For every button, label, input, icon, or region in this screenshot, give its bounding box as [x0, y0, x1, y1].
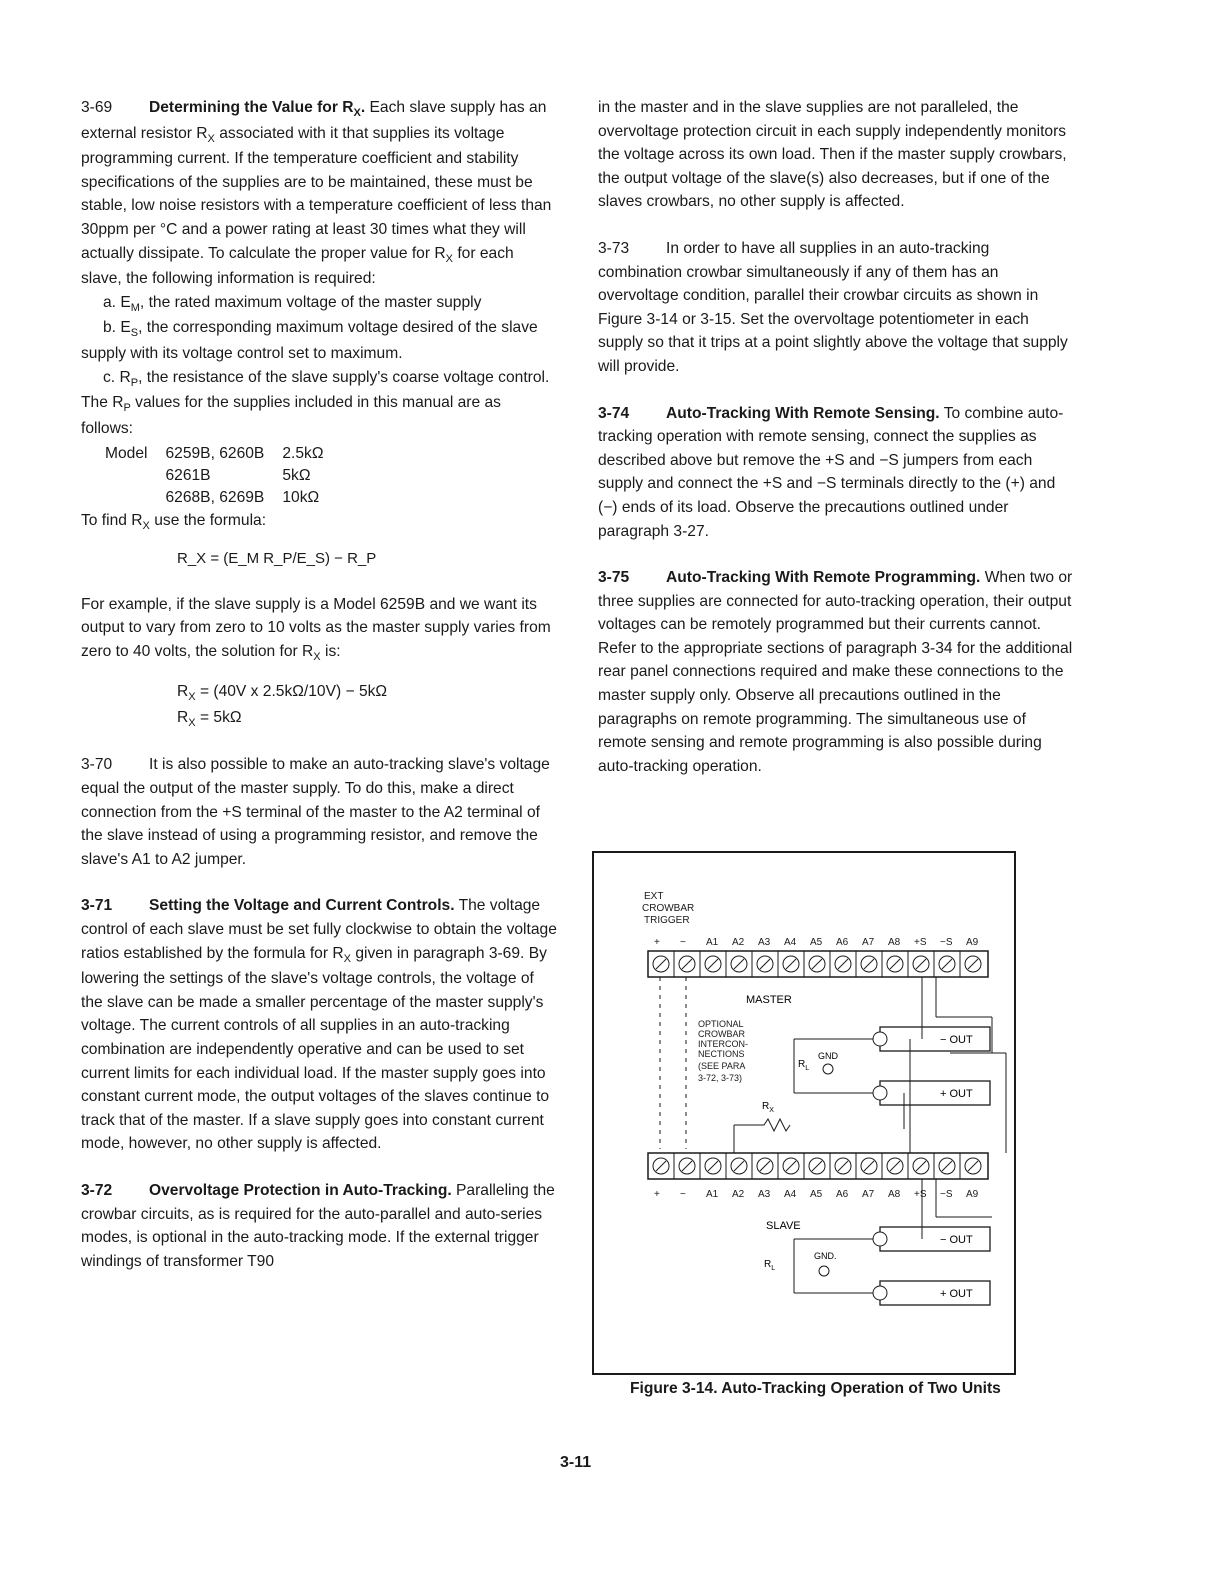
terminal-label: A4 — [784, 937, 797, 948]
terminal-label: A6 — [836, 937, 849, 948]
master-minus-out: − OUT — [940, 1034, 973, 1046]
terminal-slot — [864, 959, 874, 969]
paragraph-3-74: 3-74 Auto-Tracking With Remote Sensing. To combine auto-tracking operation with remote sensing, connect the supplies as described above but remove the +S and −S jumpers from each supply and connect the +S and −S terminals directly to the (+) and (−) ends of its load. Observe the precautions outlined under paragraph 3-27. — [598, 404, 1064, 540]
terminal-label: A5 — [810, 937, 823, 948]
terminal-slot — [968, 1161, 978, 1171]
terminal-label: −S — [940, 1189, 953, 1200]
terminal-slot — [786, 1161, 796, 1171]
master-gnd: GND — [818, 1051, 838, 1061]
wiring-diagram — [594, 853, 1014, 1373]
terminal-label: A2 — [732, 937, 745, 948]
terminal-slot — [734, 959, 744, 969]
calculation: $R_X = (40V$ x 2.5kΩ/10V) − 5kΩ $R_X = 5k\Omega$ — [177, 683, 388, 729]
table-row: 6261B 5kΩ — [165, 467, 311, 485]
slave-gnd: GND. — [814, 1251, 837, 1261]
slave-terminals — [653, 1153, 981, 1179]
table-row: 6268B, 6269B 10kΩ — [165, 489, 320, 507]
terminal-slot — [786, 959, 796, 969]
master-terminals — [653, 951, 981, 977]
paragraph-3-72-continued: in the master and in the slave supplies are not paralleled, the overvoltage protection circuit in each supply independently monitors the voltage across its own load. Then if the master supply crowbars, the output voltage of the slave(s) also decreases, but if one of the slaves crowbars, no other supply is affected. — [598, 99, 1067, 211]
svg-text:(SEE PARA: (SEE PARA — [698, 1061, 746, 1071]
terminal-label: A5 — [810, 1189, 823, 1200]
terminal-label: − — [680, 937, 686, 948]
terminal-label: A9 — [966, 1189, 979, 1200]
left-column — [81, 96, 557, 1296]
master-terminal-strip — [648, 951, 988, 977]
terminal-slot — [916, 959, 926, 969]
terminal-slot — [708, 959, 718, 969]
paragraph-3-75: 3-75 Auto-Tracking With Remote Programming. When two or three supplies are connected for auto-tracking operation, their output voltages can be remotely programmed but their currents cannot. Refer to the appropriate sections of paragraph 3-34 for the additional rear panel connections required and make these connections to the master supply only. Observe all precautions outlined in the paragraphs on remote programming. The simultaneous use of remote sensing and remote programming is also possible during auto-tracking operation. — [598, 569, 1073, 775]
crowbar-label: CROWBAR — [642, 903, 695, 914]
para-text: for each slave, the following information is required: — [81, 244, 514, 288]
paragraph-3-72: 3-72 Overvoltage Protection in Auto-Tracking. Paralleling the crowbar circuits, as is required for the auto-parallel and auto-series modes, is optional in the auto-tracking mode. If the external trigger windings of transformer T90 — [81, 1181, 555, 1270]
trigger-label: TRIGGER — [644, 915, 690, 926]
rp-intro: The $R_P$ values for the supplies included in this manual are as follows: — [81, 394, 501, 437]
para-heading: Determining the Value for $R_X$. — [149, 99, 366, 119]
terminal-label: A9 — [966, 937, 979, 948]
slave-plus-out: + OUT — [940, 1288, 973, 1300]
terminal-label: A6 — [836, 1189, 849, 1200]
formula: R_X = (E_M R_P/E_S) − R_P — [177, 549, 377, 567]
svg-text:NECTIONS: NECTIONS — [698, 1049, 745, 1059]
terminal-slot — [682, 1161, 692, 1171]
terminal-slot — [734, 1161, 744, 1171]
svg-text:CROWBAR: CROWBAR — [698, 1029, 745, 1039]
terminal-label: + — [654, 1189, 660, 1200]
terminal-label: A3 — [758, 937, 771, 948]
terminal-label: +S — [914, 937, 927, 948]
terminal-label: − — [680, 1189, 686, 1200]
terminal-label: A8 — [888, 937, 901, 948]
para-number: 3-69 — [81, 99, 113, 116]
terminal-label: A3 — [758, 1189, 771, 1200]
list-item-a: a. $E_M$, the rated maximum voltage of the master supply — [103, 293, 482, 314]
slave-minus-out: − OUT — [940, 1234, 973, 1246]
terminal-label: A4 — [784, 1189, 797, 1200]
model-table — [105, 443, 341, 509]
terminal-label: A8 — [888, 1189, 901, 1200]
terminal-label: −S — [940, 937, 953, 948]
master-plus-out: + OUT — [940, 1088, 973, 1100]
terminal-label: A1 — [706, 1189, 719, 1200]
terminal-slot — [942, 959, 952, 969]
terminal-slot — [942, 1161, 952, 1171]
svg-text:OPTIONAL: OPTIONAL — [698, 1019, 744, 1029]
terminal-slot — [812, 1161, 822, 1171]
terminal-label: A1 — [706, 937, 719, 948]
master-terminal-labels — [654, 937, 979, 948]
slave-label: SLAVE — [766, 1220, 801, 1232]
list-item-b: b. $E_S$, the corresponding maximum voltage desired of the slave supply with its voltage control set to maximum. — [81, 319, 538, 362]
terminal-label: A7 — [862, 937, 875, 948]
page-number: 3-11 — [560, 1454, 592, 1471]
terminal-slot — [656, 959, 666, 969]
slave-terminal-strip — [648, 1153, 988, 1179]
terminal-slot — [838, 959, 848, 969]
right-column — [598, 96, 1076, 801]
find-rx: To find $R_X$ use the formula: — [81, 512, 267, 533]
terminal-slot — [890, 1161, 900, 1171]
terminal-slot — [968, 959, 978, 969]
terminal-slot — [760, 959, 770, 969]
figure-3-14 — [592, 851, 1016, 1375]
terminal-slot — [760, 1161, 770, 1171]
slave-rl: $R_L$ — [764, 1259, 776, 1272]
terminal-slot — [838, 1161, 848, 1171]
slave-terminal-labels — [654, 1189, 979, 1200]
terminal-slot — [890, 959, 900, 969]
rx-label: $R_X$ — [762, 1101, 774, 1114]
para-text: Each slave supply has an external resistor R — [81, 99, 547, 142]
master-rl: $R_L$ — [798, 1059, 810, 1072]
ext-label: EXT — [644, 891, 664, 902]
terminal-label: +S — [914, 1189, 927, 1200]
optional-note — [698, 1019, 748, 1083]
svg-text:INTERCON-: INTERCON- — [698, 1039, 748, 1049]
list-item-c: c. $R_P$, the resistance of the slave supply's coarse voltage control. — [103, 368, 550, 389]
terminal-slot — [708, 1161, 718, 1171]
terminal-slot — [682, 959, 692, 969]
terminal-slot — [812, 959, 822, 969]
model-label: Model — [105, 445, 148, 463]
svg-text:3-72, 3-73): 3-72, 3-73) — [698, 1073, 743, 1083]
terminal-slot — [864, 1161, 874, 1171]
terminal-slot — [916, 1161, 926, 1171]
paragraph-3-71: 3-71 Setting the Voltage and Current Controls. The voltage control of each slave must be set fully clockwise to obtain the voltage ratios established by the formula for $R_X$ given in paragraph 3-69. By lowering the settings of the slave's voltage controls, the voltage of the slave can be made a smaller percentage of the master supply's voltage. The current controls of all supplies in an auto-tracking combination are independently operative and can be used to set current limits for each individual load. If the master supply goes into constant current mode, the output voltages of the slaves continue to track that of the master. If a slave supply goes into constant current mode, however, no other supply is affected. — [81, 897, 557, 1153]
paragraph-3-70: 3-70 It is also possible to make an auto-tracking slave's voltage equal the output of the master supply. To do this, make a direct connection from the +S terminal of the master to the A2 terminal of the slave instead of using a programming resistor, and remove the slave's A1 to A2 jumper. — [81, 756, 550, 868]
paragraph-3-69: 3-69 Determining the Value for $R_X$. Each slave supply has an external resistor $R_X$ associated with it that supplies its voltage programming current. If the temperature coefficient and stability specifications of the supplies are to be maintained, these must be stable, low noise resistors with a temperature coefficient of less than 30ppm per °C and a power rating at least 30 times what they will actually dissipate. To calculate the proper value for $R_X$ for each slave, the following information is required: a. $E_M$, the rated maximum voltage of the master supply b. $E_S$, the corresponding maximum voltage desired of the slave supply with its voltage control set to maximum. c. $R_P$, the resistance of the slave supply's coarse voltage control. The $R_P$ values for the supplies included in this manual are as follows: — [81, 96, 557, 440]
paragraph-3-73: 3-73 In order to have all supplies in an auto-tracking combination crowbar simultaneously if any of them has an overvoltage condition, parallel their crowbar circuits as shown in Figure 3-14 or 3-15. Set the overvoltage potentiometer in each supply so that it trips at a point slightly above the voltage that supply will provide. — [598, 239, 1068, 375]
terminal-label: A7 — [862, 1189, 875, 1200]
table-row: Model 6259B, 6260B 2.5kΩ — [105, 443, 341, 465]
master-label: MASTER — [746, 994, 792, 1006]
terminal-slot — [656, 1161, 666, 1171]
terminal-label: A2 — [732, 1189, 745, 1200]
para-text: associated with it that supplies its voltage programming current. If the temperature coefficient and stability specifications of the supplies are to be maintained, these must be stable, low noise resistors with a temperature coefficient of less than 30ppm per °C and a power rating at least 30 times what they will actually dissipate. To calculate the proper value for R — [81, 124, 552, 262]
example: For example, if the slave supply is a Model 6259B and we want its output to vary from zero to 10 volts as the master supply varies from zero to 40 volts, the solution for $R_X$ is: — [81, 595, 551, 663]
terminal-label: + — [654, 937, 660, 948]
figure-caption: Figure 3-14. Auto-Tracking Operation of Two Units — [630, 1380, 1001, 1397]
